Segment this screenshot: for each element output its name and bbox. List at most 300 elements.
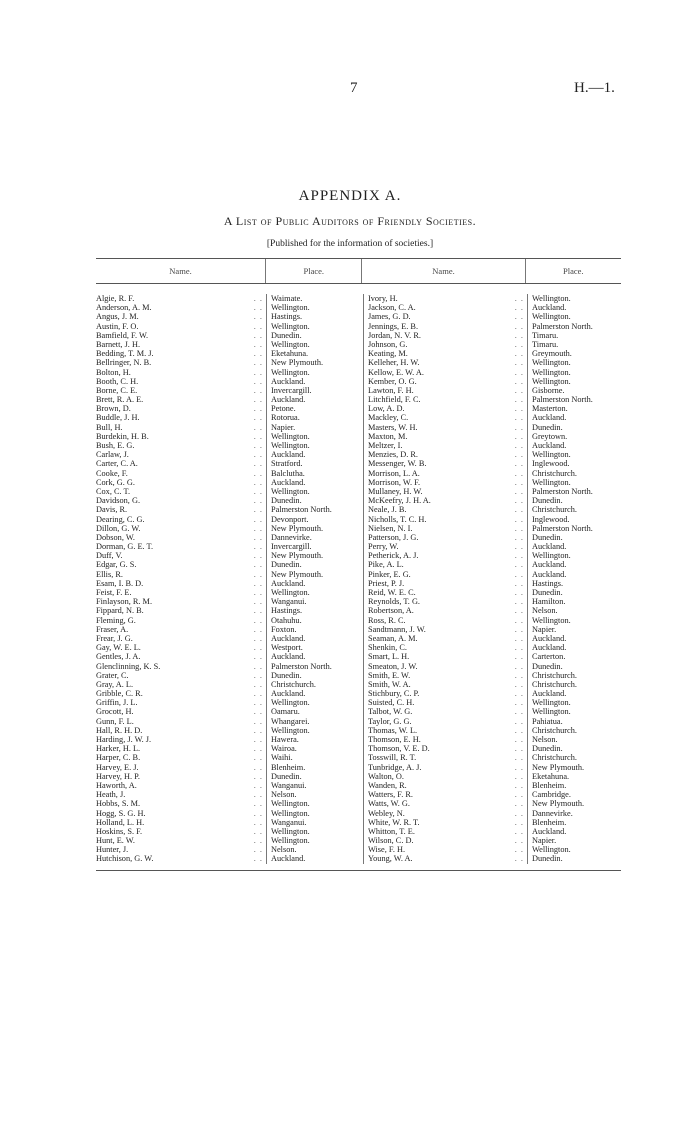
publication-note: [Published for the information of societies.]	[266, 239, 434, 249]
auditor-name	[368, 441, 527, 450]
leader-dots: . .	[514, 606, 524, 616]
auditor-name-text: Hall, R. H. D.	[96, 725, 143, 735]
auditor-name-text: Shenkin, C.	[368, 643, 407, 653]
right-name-column	[368, 294, 527, 864]
left-name-column	[96, 294, 266, 864]
auditor-name	[368, 340, 527, 349]
auditor-name	[368, 753, 527, 762]
auditor-name-text: Smith, E. W.	[368, 670, 411, 680]
auditor-name	[96, 753, 266, 762]
auditor-name	[368, 597, 527, 606]
auditor-name-text: Thomson, V. E. D.	[368, 744, 430, 754]
auditor-name-text: Whitton, T. E.	[368, 826, 415, 836]
auditor-name	[368, 349, 527, 358]
auditor-place: Wellington.	[271, 588, 310, 597]
auditor-name-text: Hunter, J.	[96, 845, 129, 855]
auditor-name	[368, 542, 527, 551]
auditor-name	[96, 487, 266, 496]
auditor-place: Palmerston North.	[271, 661, 332, 671]
auditor-place: Auckland.	[532, 689, 567, 699]
auditor-name-text: Griffin, J. L.	[96, 698, 138, 708]
auditor-name-text: Burdekin, H. B.	[96, 431, 149, 441]
leader-dots: . .	[253, 790, 263, 800]
auditor-name-text: Davidson, G.	[96, 496, 141, 506]
auditor-place: Dunedin.	[271, 330, 302, 340]
auditor-place: Blenheim.	[532, 780, 567, 790]
auditor-place: Christchurch.	[532, 670, 577, 680]
auditor-place: Auckland.	[271, 854, 306, 864]
table-header	[96, 259, 621, 284]
auditor-name-text: Neale, J. B.	[368, 505, 407, 515]
auditor-place: New Plymouth.	[271, 551, 324, 561]
auditor-place: Dunedin.	[532, 854, 563, 864]
auditor-place: Nelson.	[532, 606, 558, 616]
auditor-place: Auckland.	[271, 689, 306, 699]
auditor-place: Dunedin.	[532, 496, 563, 506]
auditor-place: Auckland.	[271, 652, 306, 662]
auditor-name-text: Angus, J. M.	[96, 312, 139, 322]
leader-dots: . .	[514, 385, 524, 395]
auditor-name	[96, 533, 266, 542]
auditor-name-text: Davis, R.	[96, 505, 128, 515]
auditor-place: Dunedin.	[532, 588, 563, 597]
auditor-place: Dannevirke.	[271, 532, 312, 542]
auditor-name	[96, 818, 266, 827]
leader-dots: . .	[253, 679, 263, 689]
leader-dots: . .	[514, 790, 524, 800]
auditor-name-text: Brown, D.	[96, 404, 131, 414]
auditor-place: Dunedin.	[271, 670, 302, 680]
auditor-place: Wellington.	[271, 836, 310, 846]
auditor-name	[368, 469, 527, 478]
auditor-name	[368, 781, 527, 790]
leader-dots: . .	[514, 542, 524, 552]
leader-dots: . .	[253, 698, 263, 708]
leader-dots: . .	[514, 330, 524, 340]
auditor-place: Palmerston North.	[271, 505, 332, 515]
auditor-name	[96, 671, 266, 680]
auditor-name	[368, 312, 527, 321]
auditor-place: Wellington.	[271, 339, 310, 349]
auditor-name	[368, 735, 527, 744]
auditor-name	[368, 533, 527, 542]
auditor-place: Inglewood.	[532, 514, 570, 524]
leader-dots: . .	[514, 468, 524, 478]
auditor-name-text: Tunbridge, A. J.	[368, 762, 422, 772]
leader-dots: . .	[514, 836, 524, 846]
auditor-place: Auckland.	[271, 450, 306, 460]
auditor-name-text: Reynolds, T. G.	[368, 597, 421, 607]
leader-dots: . .	[514, 716, 524, 726]
auditor-name	[368, 459, 527, 468]
leader-dots: . .	[514, 808, 524, 818]
auditor-name	[96, 413, 266, 422]
auditor-name	[96, 377, 266, 386]
auditor-place: Wanganui.	[271, 780, 307, 790]
auditor-name-text: Mackley, C.	[368, 413, 409, 423]
leader-dots: . .	[514, 431, 524, 441]
auditor-place: Dunedin.	[532, 744, 563, 754]
auditor-place: Palmerston North.	[532, 523, 593, 533]
leader-dots: . .	[253, 670, 263, 680]
auditor-name	[368, 358, 527, 367]
auditor-name	[96, 634, 266, 643]
auditor-place: Christchurch.	[532, 725, 577, 735]
auditor-name	[368, 551, 527, 560]
auditor-place: Nelson.	[271, 790, 297, 800]
auditor-place: New Plymouth.	[271, 358, 324, 368]
auditor-name-text: Anderson, A. M.	[96, 303, 152, 313]
leader-dots: . .	[514, 698, 524, 708]
auditor-name	[96, 423, 266, 432]
leader-dots: . .	[514, 780, 524, 790]
auditor-name-text: Bull, H.	[96, 422, 123, 432]
auditor-place: Dunedin.	[532, 532, 563, 542]
auditor-name-text: Dearing, C. G.	[96, 514, 145, 524]
leader-dots: . .	[514, 753, 524, 763]
auditor-place: Wellington.	[271, 431, 310, 441]
auditor-name-text: Booth, C. H.	[96, 376, 139, 386]
auditor-name	[368, 395, 527, 404]
auditor-name-text: Watts, W. G.	[368, 799, 410, 809]
auditor-name-text: Patterson, J. G.	[368, 532, 419, 542]
auditor-place: Devonport.	[271, 514, 309, 524]
auditor-name-text: Morrison, L. A.	[368, 468, 420, 478]
leader-dots: . .	[253, 477, 263, 487]
auditor-name-text: Holland, L. H.	[96, 817, 145, 827]
auditor-name-text: Johnson, G.	[368, 339, 408, 349]
auditor-name	[96, 515, 266, 524]
auditor-place: Auckland.	[532, 413, 567, 423]
leader-dots: . .	[514, 578, 524, 588]
leader-dots: . .	[514, 854, 524, 864]
auditor-name	[96, 404, 266, 413]
auditor-place: Hastings.	[271, 606, 303, 616]
leader-dots: . .	[514, 551, 524, 561]
auditor-name	[368, 717, 527, 726]
auditor-name-text: Taylor, G. G.	[368, 716, 412, 726]
leader-dots: . .	[514, 560, 524, 570]
auditor-name-text: Dorman, G. E. T.	[96, 542, 154, 552]
auditor-name-text: Maxton, M.	[368, 431, 408, 441]
leader-dots: . .	[253, 560, 263, 570]
auditor-name-text: Pinker, E. G.	[368, 569, 411, 579]
auditor-name	[96, 735, 266, 744]
auditor-place: Carterton.	[532, 652, 566, 662]
auditor-name-text: Bush, E. G.	[96, 441, 135, 450]
leader-dots: . .	[514, 477, 524, 487]
leader-dots: . .	[514, 404, 524, 414]
leader-dots: . .	[514, 771, 524, 781]
page-number: 7	[350, 80, 358, 96]
auditor-name-text: Glenclinning, K. S.	[96, 661, 161, 671]
leader-dots: . .	[514, 670, 524, 680]
leader-dots: . .	[514, 486, 524, 496]
auditor-place: Waihi.	[271, 753, 293, 763]
auditor-name	[368, 450, 527, 459]
leader-dots: . .	[514, 441, 524, 450]
auditor-place: New Plymouth.	[532, 799, 585, 809]
leader-dots: . .	[253, 505, 263, 515]
leader-dots: . .	[514, 496, 524, 506]
auditor-name	[96, 772, 266, 781]
auditor-name-text: Bolton, H.	[96, 367, 131, 377]
leader-dots: . .	[253, 652, 263, 662]
auditor-place: Wellington.	[271, 321, 310, 331]
auditor-name	[368, 515, 527, 524]
auditor-name-text: Reid, W. E. C.	[368, 588, 416, 597]
leader-dots: . .	[253, 413, 263, 423]
place-header-left: Place.	[265, 259, 361, 283]
auditor-name	[96, 579, 266, 588]
leader-dots: . .	[514, 312, 524, 322]
auditor-place: Petone.	[271, 404, 296, 414]
auditor-name	[96, 349, 266, 358]
auditor-name-text: Brett, R. A. E.	[96, 395, 144, 405]
leader-dots: . .	[253, 716, 263, 726]
auditor-name-text: Litchfield, F. C.	[368, 395, 421, 405]
leader-dots: . .	[253, 395, 263, 405]
leader-dots: . .	[253, 532, 263, 542]
auditor-name-text: McKeefry, J. H. A.	[368, 496, 431, 506]
auditor-name-text: Nicholls, T. C. H.	[368, 514, 427, 524]
auditor-name	[96, 652, 266, 661]
auditor-place: Cambridge.	[532, 790, 571, 800]
auditor-name	[96, 836, 266, 845]
leader-dots: . .	[514, 349, 524, 359]
leader-dots: . .	[253, 349, 263, 359]
auditor-name	[96, 386, 266, 395]
auditor-name-text: Webley, N.	[368, 808, 405, 818]
auditor-name-text: Jordan, N. V. R.	[368, 330, 421, 340]
auditor-place: Masterton.	[532, 404, 568, 414]
page-reference: H.—1.	[574, 80, 615, 96]
leader-dots: . .	[514, 367, 524, 377]
auditor-name	[368, 322, 527, 331]
auditor-name	[368, 413, 527, 422]
auditor-place: Auckland.	[532, 560, 567, 570]
auditor-place: Palmerston North.	[532, 486, 593, 496]
auditor-name-text: Frear, J. G.	[96, 633, 133, 643]
leader-dots: . .	[253, 486, 263, 496]
auditor-name	[368, 662, 527, 671]
auditor-name-text: Jennings, E. B.	[368, 321, 419, 331]
leader-dots: . .	[253, 780, 263, 790]
auditor-place: New Plymouth.	[271, 569, 324, 579]
auditor-place: Rotorua.	[271, 413, 300, 423]
auditor-place: Palmerston North.	[532, 395, 593, 405]
auditor-name	[368, 845, 527, 854]
auditor-name	[96, 662, 266, 671]
auditor-name	[96, 707, 266, 716]
auditor-name-text: Ellis, R.	[96, 569, 123, 579]
auditor-place: Invercargill.	[271, 542, 312, 552]
auditor-place: Auckland.	[271, 395, 306, 405]
leader-dots: . .	[253, 707, 263, 717]
auditor-name-text: Walton, O.	[368, 771, 404, 781]
auditor-name-text: Keating, M.	[368, 349, 408, 359]
auditor-name-text: Perry, W.	[368, 542, 399, 552]
leader-dots: . .	[514, 505, 524, 515]
leader-dots: . .	[253, 569, 263, 579]
leader-dots: . .	[514, 303, 524, 313]
leader-dots: . .	[253, 422, 263, 432]
auditor-name	[96, 588, 266, 597]
leader-dots: . .	[514, 523, 524, 533]
auditor-name	[368, 634, 527, 643]
auditor-place: Wanganui.	[271, 817, 307, 827]
leader-dots: . .	[253, 431, 263, 441]
auditor-name	[96, 744, 266, 753]
leader-dots: . .	[514, 633, 524, 643]
leader-dots: . .	[514, 459, 524, 469]
auditor-place: Palmerston North.	[532, 321, 593, 331]
leader-dots: . .	[253, 633, 263, 643]
leader-dots: . .	[253, 808, 263, 818]
leader-dots: . .	[514, 514, 524, 524]
auditor-name	[368, 331, 527, 340]
name-header-right: Name.	[361, 259, 524, 283]
table-body	[96, 284, 621, 871]
auditor-place: Wairoa.	[271, 744, 297, 754]
leader-dots: . .	[253, 294, 263, 303]
auditor-name-text: Borne, C. E.	[96, 385, 138, 395]
auditor-name-text: James, G. D.	[368, 312, 411, 322]
auditor-place: Christchurch.	[532, 679, 577, 689]
leader-dots: . .	[514, 339, 524, 349]
right-half	[363, 294, 624, 864]
leader-dots: . .	[514, 661, 524, 671]
auditor-name	[96, 358, 266, 367]
auditor-name-text: Gribble, C. R.	[96, 689, 143, 699]
auditor-place: Gisborne.	[532, 385, 565, 395]
auditor-name-text: Smith, W. A.	[368, 679, 411, 689]
auditor-place: Christchurch.	[532, 468, 577, 478]
auditor-name	[368, 671, 527, 680]
list-subtitle: A List of Public Auditors of Friendly Societies.	[223, 214, 477, 228]
auditor-name	[96, 809, 266, 818]
auditor-place: Hamilton.	[532, 597, 566, 607]
auditor-name	[368, 818, 527, 827]
auditor-name	[368, 588, 527, 597]
auditor-name-text: Harding, J. W. J.	[96, 735, 152, 744]
auditor-name-text: Lawton, F. H.	[368, 385, 414, 395]
auditor-name-text: Masters, W. H.	[368, 422, 418, 432]
auditor-name-text: Morrison, W. F.	[368, 477, 421, 487]
leader-dots: . .	[514, 532, 524, 542]
auditor-name	[368, 854, 527, 863]
auditor-name	[96, 845, 266, 854]
leader-dots: . .	[253, 385, 263, 395]
auditor-name	[368, 487, 527, 496]
leader-dots: . .	[514, 321, 524, 331]
auditor-name-text: Seaman, A. M.	[368, 633, 418, 643]
auditor-place: Timaru.	[532, 330, 559, 340]
auditor-name	[368, 625, 527, 634]
auditor-name-text: Buddle, J. H.	[96, 413, 140, 423]
auditor-place: Wellington.	[532, 358, 571, 368]
auditor-name	[368, 432, 527, 441]
auditor-name	[368, 303, 527, 312]
leader-dots: . .	[253, 496, 263, 506]
leader-dots: . .	[253, 771, 263, 781]
leader-dots: . .	[253, 624, 263, 634]
auditor-name-text: Wanden, R.	[368, 780, 407, 790]
auditor-place: Auckland.	[532, 633, 567, 643]
left-place-column	[266, 294, 363, 864]
leader-dots: . .	[253, 836, 263, 846]
auditor-name	[368, 478, 527, 487]
auditor-name-text: Esam, I. B. D.	[96, 578, 144, 588]
auditor-name-text: Harvey, H. P.	[96, 771, 140, 781]
auditor-place: Blenheim.	[532, 817, 567, 827]
auditor-name-text: Talbot, W. G.	[368, 707, 413, 717]
auditor-name-text: Suisted, C. H.	[368, 698, 415, 708]
auditor-name	[368, 744, 527, 753]
auditor-name-text: Ivory, H.	[368, 294, 398, 303]
auditor-place: Christchurch.	[532, 505, 577, 515]
auditor-name-text: Hogg, S. G. H.	[96, 808, 146, 818]
auditor-name-text: Fraser, A.	[96, 624, 129, 634]
auditor-place: Wellington.	[271, 303, 310, 313]
auditor-name	[96, 854, 266, 863]
auditor-name	[368, 377, 527, 386]
auditor-name-text: Petherick, A. J.	[368, 551, 419, 561]
leader-dots: . .	[253, 689, 263, 699]
leader-dots: . .	[514, 643, 524, 653]
leader-dots: . .	[514, 817, 524, 827]
auditor-name	[368, 560, 527, 569]
auditor-place: Wellington.	[532, 615, 571, 625]
auditor-place: Auckland.	[532, 643, 567, 653]
leader-dots: . .	[253, 450, 263, 460]
auditor-place: Auckland.	[532, 303, 567, 313]
auditor-place: Wellington.	[532, 376, 571, 386]
auditor-place: Balclutha.	[271, 468, 305, 478]
auditor-name	[96, 606, 266, 615]
auditor-name-text: Sandtmann, J. W.	[368, 624, 426, 634]
auditor-place: Wellington.	[532, 551, 571, 561]
leader-dots: . .	[514, 597, 524, 607]
auditor-name	[96, 340, 266, 349]
leader-dots: . .	[253, 303, 263, 313]
auditor-place: Wellington.	[532, 450, 571, 460]
auditor-name-text: Ross, R. C.	[368, 615, 406, 625]
auditor-place: Auckland.	[532, 826, 567, 836]
auditor-place: Wellington.	[532, 294, 571, 303]
auditor-name	[368, 827, 527, 836]
auditor-name-text: Pike, A. L.	[368, 560, 404, 570]
auditor-place: Hastings.	[532, 578, 564, 588]
auditor-name	[96, 368, 266, 377]
leader-dots: . .	[253, 551, 263, 561]
leader-dots: . .	[253, 339, 263, 349]
auditor-name-text: Young, W. A.	[368, 854, 413, 864]
auditor-name	[368, 368, 527, 377]
auditor-name	[368, 570, 527, 579]
auditors-table	[96, 258, 621, 871]
auditor-name	[368, 404, 527, 413]
auditor-name-text: Meltzer, I.	[368, 441, 403, 450]
leader-dots: . .	[253, 330, 263, 340]
auditor-name-text: Bedding, T. M. J.	[96, 349, 154, 359]
auditor-place: Wellington.	[532, 312, 571, 322]
auditor-place: Invercargill.	[271, 385, 312, 395]
right-place-column	[527, 294, 624, 864]
auditor-name-text: Messenger, W. B.	[368, 459, 427, 469]
auditor-place: Napier.	[271, 422, 296, 432]
auditor-place: Wellington.	[532, 698, 571, 708]
